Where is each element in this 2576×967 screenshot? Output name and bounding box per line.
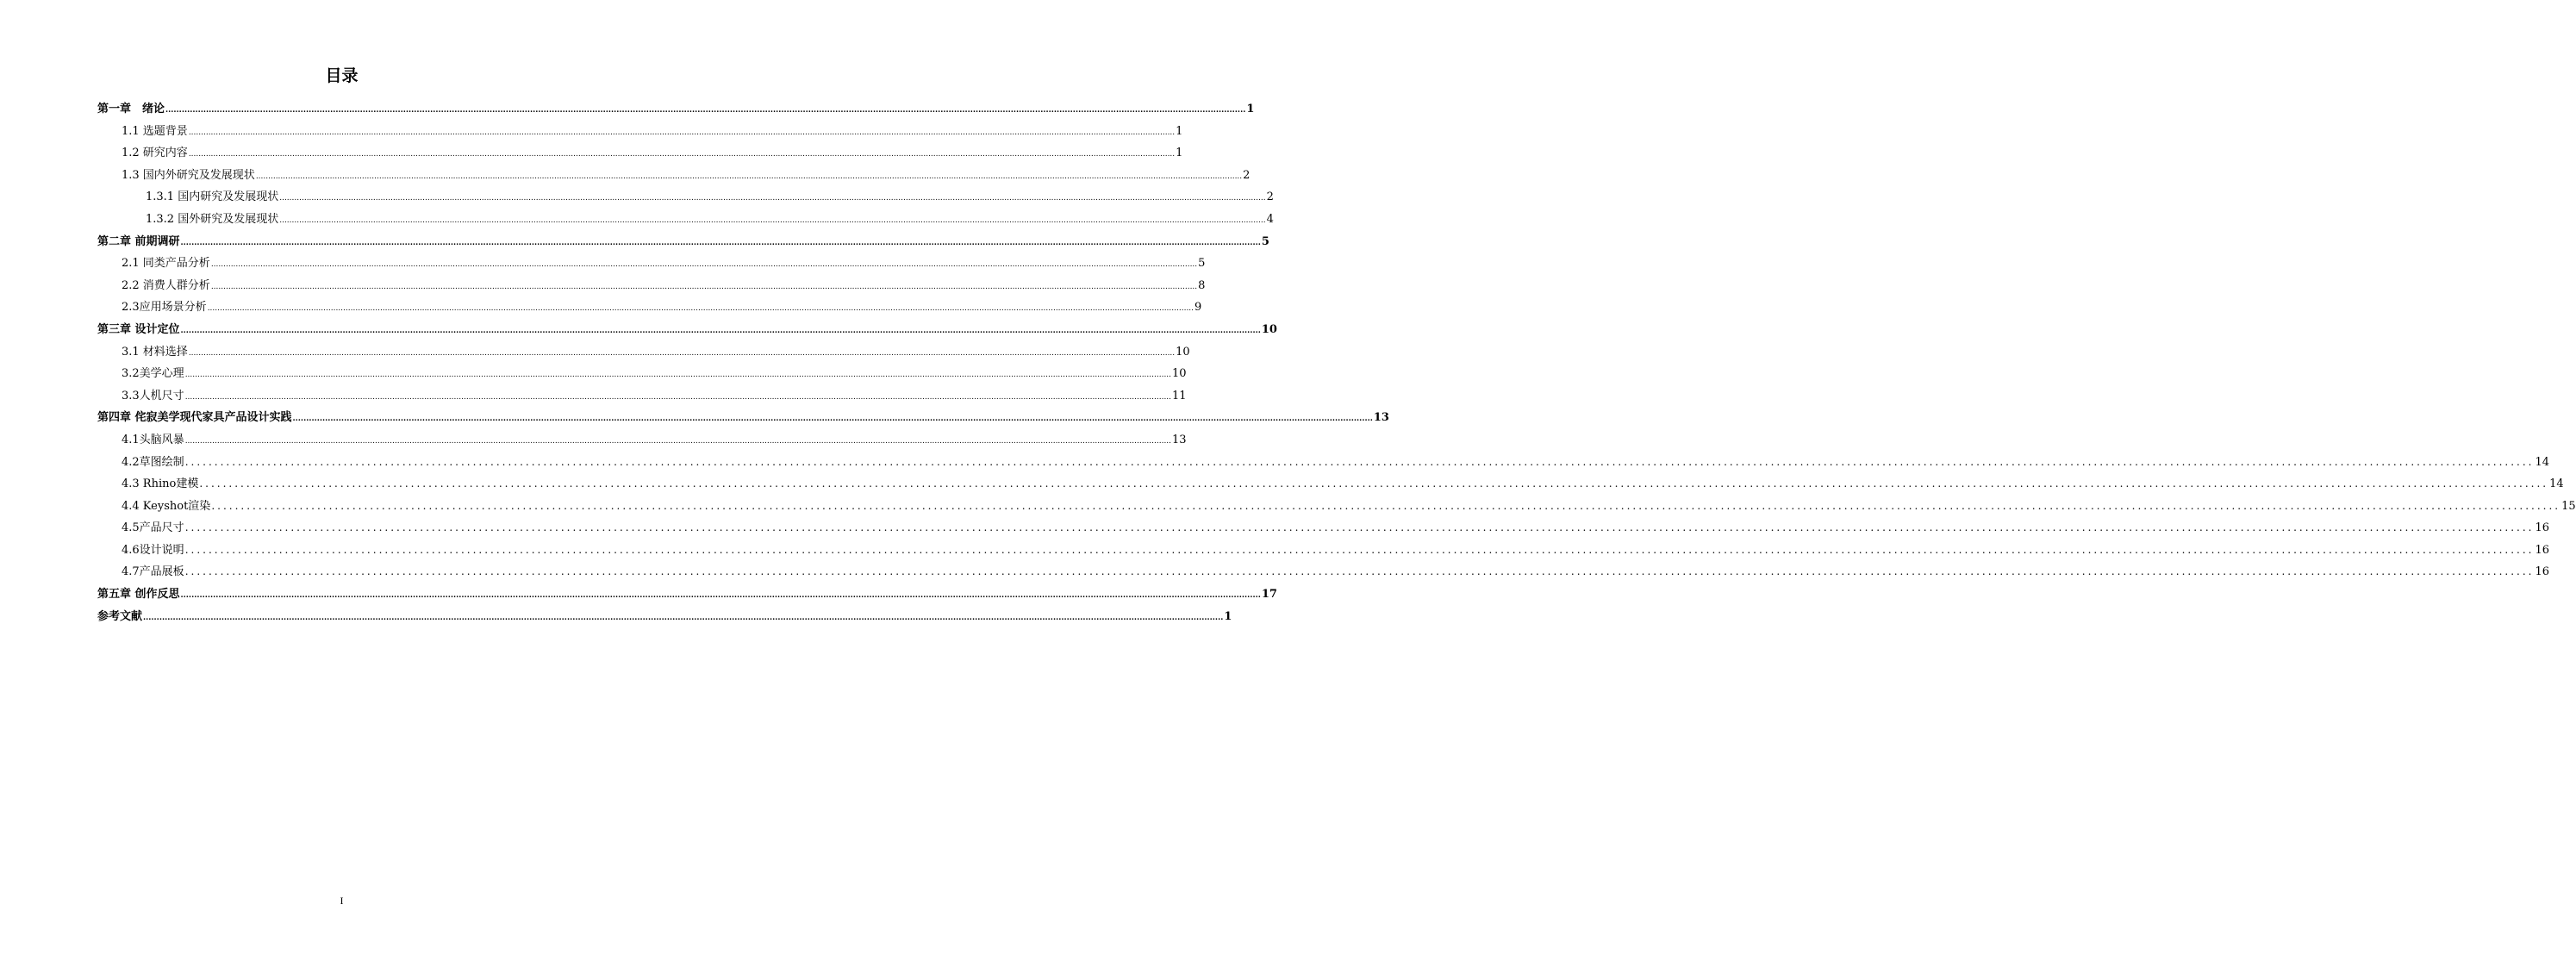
toc-entry-label: 4.4 Keyshot渲染 — [122, 499, 211, 513]
dot-leader: ................................................................................................................................................................................................................................................................................................................................................................................................................ — [180, 326, 1261, 335]
dot-leader: ................................................................................................................................................................................................................................................................................................................................................................................................................ — [292, 415, 1373, 424]
toc-entry-label: 1.2 研究内容 — [122, 147, 188, 160]
toc-entry-page: 14 — [2535, 455, 2550, 469]
toc-entry-label: 1.3.2 国外研究及发展现状 — [146, 212, 279, 226]
toc-entry-label: 4.3 Rhino建模 — [122, 477, 199, 491]
toc-entry-label: 1.3.1 国内研究及发展现状 — [146, 190, 279, 204]
toc-entry-page: 1 — [1176, 124, 1183, 138]
toc-entry-label: 2.3应用场景分析 — [122, 301, 207, 315]
toc-entry-page: 13 — [1373, 411, 1389, 425]
dot-leader: ................................................................................................................................................................................................................................................................................................................................................................................................................ — [279, 215, 1266, 225]
toc-entry-page: 11 — [1172, 389, 1187, 402]
toc-entry-page: 16 — [2535, 543, 2550, 557]
dot-leader: ................................................................................................................................................................................................................................................................................................................................................................................................................ — [188, 128, 1176, 137]
toc-section-row[interactable] — [97, 186, 1274, 209]
dot-leader: ................................................................................................................................................................................................................................................................................................................................................................................................................ — [207, 304, 1194, 314]
toc-entry-label: 3.1 材料选择 — [122, 345, 188, 359]
dot-leader: ................................................................................................................................................................................................................................................................................................................................................................................................................ — [188, 150, 1176, 159]
toc-section-row[interactable] — [97, 540, 2550, 562]
toc-entry-page: 2 — [1266, 190, 1274, 204]
toc-entry-page: 9 — [1194, 301, 1202, 315]
toc-chapter-row[interactable] — [97, 319, 1277, 341]
toc-section-row[interactable] — [97, 209, 1274, 231]
dot-leader: ................................................................................................................................................................................................................................................................................................................................................................................................................ — [143, 613, 1224, 622]
table-of-contents — [97, 98, 2576, 627]
toc-section-row[interactable] — [97, 363, 1187, 385]
toc-entry-page: 5 — [1198, 257, 1206, 271]
toc-chapter-row[interactable] — [97, 231, 1269, 253]
toc-entry-label: 4.6设计说明 — [122, 543, 184, 557]
toc-entry-label: 3.2美学心理 — [122, 367, 184, 381]
dot-leader: ................................................................................................................................................................................................................................................................................................................................................................................................................ — [210, 260, 1198, 270]
toc-chapter-row[interactable] — [97, 606, 1232, 628]
toc-section-row[interactable] — [97, 275, 1206, 297]
dot-leader: ................................................................................................................................................................................................................................................................................................................................................................................................................ — [279, 194, 1266, 203]
toc-entry-label: 第一章 绪论 — [97, 103, 165, 115]
toc-chapter-row[interactable] — [97, 407, 1389, 429]
dot-leader: ................................................................................................................................................................................................................................................................................................................................................................................................................ — [184, 436, 1172, 446]
toc-entry-label: 参考文献 — [97, 609, 143, 623]
toc-entry-label: 第二章 前期调研 — [97, 234, 180, 248]
toc-entry-page: 1 — [1224, 609, 1232, 623]
dot-leader: ................................................................................................................................................................................................................................................................................................................................................................................................................ — [255, 172, 1243, 181]
toc-entry-label: 2.2 消费人群分析 — [122, 278, 210, 292]
toc-section-row[interactable] — [97, 121, 1183, 143]
toc-entry-label: 4.2草图绘制 — [122, 455, 184, 469]
toc-entry-page: 17 — [1261, 588, 1277, 602]
toc-section-row[interactable] — [97, 253, 1206, 275]
toc-section-row[interactable] — [97, 517, 2550, 540]
dot-leader: ................................................................................................................................................................................................................................................................................................................................................................................................................ — [180, 591, 1261, 601]
dot-leader: ................................................................................................................................................................................................................................................................................................................................................................................................................ — [184, 521, 2535, 534]
toc-entry-label: 第三章 设计定位 — [97, 322, 180, 336]
toc-section-row[interactable] — [97, 142, 1183, 165]
toc-entry-page: 5 — [1261, 234, 1269, 248]
toc-entry-page: 15 — [2561, 499, 2576, 513]
toc-entry-label: 2.1 同类产品分析 — [122, 257, 210, 271]
dot-leader: ................................................................................................................................................................................................................................................................................................................................................................................................................ — [184, 392, 1172, 402]
dot-leader: ................................................................................................................................................................................................................................................................................................................................................................................................................ — [184, 565, 2535, 578]
dot-leader: ................................................................................................................................................................................................................................................................................................................................................................................................................ — [199, 477, 2549, 490]
toc-chapter-row[interactable] — [97, 583, 1277, 606]
toc-entry-label: 1.1 选题背景 — [122, 124, 188, 138]
toc-section-row[interactable] — [97, 385, 1187, 408]
toc-entry-page: 16 — [2535, 521, 2550, 535]
toc-section-row[interactable] — [97, 561, 2550, 583]
toc-entry-page: 10 — [1261, 322, 1277, 336]
dot-leader: ................................................................................................................................................................................................................................................................................................................................................................................................................ — [210, 282, 1198, 291]
toc-entry-label: 4.5产品尺寸 — [122, 521, 184, 535]
toc-entry-label: 第四章 侘寂美学现代家具产品设计实践 — [97, 411, 292, 425]
toc-section-row[interactable] — [97, 296, 1202, 319]
toc-section-row[interactable] — [97, 165, 1251, 187]
toc-section-row[interactable] — [97, 452, 2550, 474]
toc-entry-page: 2 — [1243, 168, 1251, 182]
dot-leader: ................................................................................................................................................................................................................................................................................................................................................................................................................ — [184, 455, 2535, 468]
toc-section-row[interactable] — [97, 341, 1190, 364]
dot-leader: ................................................................................................................................................................................................................................................................................................................................................................................................................ — [165, 106, 1246, 115]
toc-chapter-row[interactable] — [97, 98, 1255, 121]
toc-entry-label: 1.3 国内外研究及发展现状 — [122, 168, 255, 182]
toc-section-row[interactable] — [97, 473, 2564, 496]
toc-entry-page: 14 — [2549, 477, 2564, 491]
toc-entry-page: 1 — [1246, 103, 1255, 115]
toc-entry-label: 4.7产品展板 — [122, 565, 184, 579]
page-title: 目录 — [325, 66, 359, 85]
toc-section-row[interactable] — [97, 429, 1187, 452]
dot-leader: ................................................................................................................................................................................................................................................................................................................................................................................................................ — [188, 348, 1176, 358]
toc-entry-page: 8 — [1198, 278, 1206, 292]
toc-entry-page: 10 — [1172, 367, 1187, 381]
toc-entry-page: 10 — [1176, 345, 1190, 359]
toc-entry-page: 16 — [2535, 565, 2550, 579]
toc-entry-label: 3.3人机尺寸 — [122, 389, 184, 402]
dot-leader: ................................................................................................................................................................................................................................................................................................................................................................................................................ — [180, 238, 1261, 247]
toc-entry-page: 13 — [1172, 433, 1187, 446]
toc-entry-label: 第五章 创作反思 — [97, 588, 180, 602]
dot-leader: ................................................................................................................................................................................................................................................................................................................................................................................................................ — [184, 543, 2535, 556]
toc-entry-page: 4 — [1266, 212, 1274, 226]
toc-section-row[interactable] — [97, 496, 2576, 518]
dot-leader: ................................................................................................................................................................................................................................................................................................................................................................................................................ — [211, 499, 2561, 512]
dot-leader: ................................................................................................................................................................................................................................................................................................................................................................................................................ — [184, 371, 1172, 380]
toc-entry-page: 1 — [1176, 147, 1183, 160]
page-number: I — [340, 895, 344, 907]
toc-entry-label: 4.1头脑风暴 — [122, 433, 184, 446]
